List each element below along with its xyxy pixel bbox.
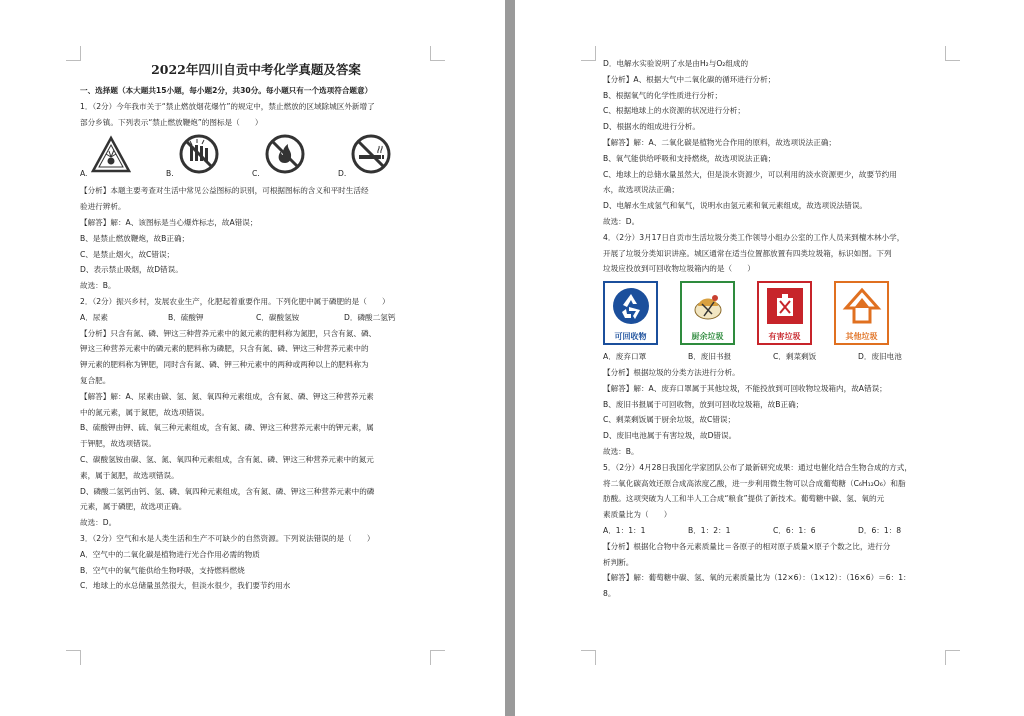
text-line: C、地球上的总储水量虽然大，但是淡水资源少，可以利用的淡水资源更少，故要节约用 xyxy=(603,169,897,179)
option: A．尿素 xyxy=(80,312,108,322)
text-line: B、废旧书报属于可回收物，放到可回收垃圾箱，故B正确； xyxy=(603,399,804,409)
text-line: C、根据地球上的水资源的状况进行分析； xyxy=(603,106,745,116)
text-line: 将二氧化碳高效还原合成高浓度乙酸，进一步利用微生物可以合成葡萄糖（C₆H₁₂O₆）和脂 xyxy=(603,478,906,488)
text-line: B、氧气能供给呼吸和支持燃烧，故选项说法正确； xyxy=(603,153,776,163)
crop-mark xyxy=(945,46,960,61)
text-line: 故选：D。 xyxy=(80,518,117,528)
text-line: 【解答】解：葡萄糖中碳、氢、氧的元素质量比为（12×6）：（1×12）：（16×6）＝6：1： xyxy=(603,573,911,583)
text-line: A．空气中的二氧化碳是植物进行光合作用必需的物质 xyxy=(80,549,260,559)
text-line: D、电解水生成氢气和氧气，说明水由氢元素和氧元素组成，故选项说法错误。 xyxy=(603,201,868,211)
text-line: 【解答】解：A、尿素由碳、氢、氮、氧四种元素组成，含有氮、磷、钾这三种营养元素 xyxy=(80,391,374,401)
text-line: 故选：B。 xyxy=(80,281,116,291)
option: D．废旧电池 xyxy=(858,352,902,362)
option: A．废弃口罩 xyxy=(603,352,647,362)
option-label: A. xyxy=(80,169,88,179)
warning-triangle-icon xyxy=(91,135,131,181)
option: B．硫酸钾 xyxy=(168,312,204,322)
crop-mark xyxy=(66,46,81,61)
bin-label: 有害垃圾 xyxy=(768,331,801,341)
option: A．1：1：1 xyxy=(603,525,646,535)
no-fire-icon xyxy=(264,133,306,181)
food-waste-icon xyxy=(688,286,728,332)
crop-mark xyxy=(430,650,445,665)
text-line: 【解答】解：A、该图标是当心爆炸标志，故A错误； xyxy=(80,217,258,227)
text-line: B、根据氧气的化学性质进行分析； xyxy=(603,90,723,100)
document-title: 2022年四川自贡中考化学真题及答案 xyxy=(151,62,361,77)
text-line: 中的氮元素，属于氮肥，故选项错误。 xyxy=(80,407,210,417)
text-line: 4．（2分）3月17日自贡市生活垃圾分类工作领导小组办公室的工作人员来到檀木林小学， xyxy=(603,232,905,242)
text-line: C．地球上的水总储量虽然很大，但淡水很少，我们要节约用水 xyxy=(80,581,291,591)
option: C．6：1：6 xyxy=(773,525,816,535)
text-line: 肪酸。这项突破为人工和半人工合成“粮食”提供了新技术。葡萄糖中碳、氢、氧的元 xyxy=(603,494,885,504)
option: B．废旧书报 xyxy=(688,352,732,362)
text-line: 【分析】根据化合物中各元素质量比＝各原子的相对原子质量×原子个数之比，进行分 xyxy=(603,541,891,551)
text-line: C、碳酸氢铵由碳、氢、氮、氧四种元素组成，含有氮、磷、钾这三种营养元素中的氮元 xyxy=(80,454,374,464)
text-line: 【分析】本题主要考查对生活中常见公益图标的识别，可根据图标的含义和平时生活经 xyxy=(80,186,369,196)
text-line: 8。 xyxy=(603,589,616,599)
option: D．磷酸二氢钙 xyxy=(344,312,396,322)
text-line: 【解答】解：A、废弃口罩属于其他垃圾，不能投放到可回收物垃圾箱内，故A错误； xyxy=(603,383,887,393)
text-line: 1．（2分）今年我市关于“禁止燃放烟花爆竹”的规定中，禁止燃放的区域除城区外新增了 xyxy=(80,101,375,111)
crop-mark xyxy=(945,650,960,665)
text-line: 钾这三种营养元素中的磷元素的肥料称为磷肥，只含有氮、磷、钾这三种营养元素中的 xyxy=(80,344,369,354)
section-header: 一、选择题（本大题共15小题，每小题2分，共30分。每小题只有一个选项符合题意） xyxy=(80,86,373,95)
text-line: 【解答】解：A、二氧化碳是植物光合作用的原料，故选项说法正确； xyxy=(603,137,837,147)
text-line: 3．（2分）空气和水是人类生活和生产不可缺少的自然资源。下列说法错误的是（ ） xyxy=(80,533,375,543)
text-line: 垃圾应投放到可回收物垃圾箱内的是（ ） xyxy=(603,264,755,274)
text-line: 析判断。 xyxy=(603,557,634,567)
q1-option-a xyxy=(80,135,166,181)
text-line: C、是禁止烟火，故C错误； xyxy=(80,249,175,259)
q1-icon-options xyxy=(80,132,432,180)
document-page-1 xyxy=(0,0,505,716)
text-line: 复合肥。 xyxy=(80,375,111,385)
q2-options xyxy=(80,310,432,326)
text-line: 故选：B。 xyxy=(603,446,639,456)
recyclable-bin-sign xyxy=(603,281,658,345)
hazardous-icon xyxy=(765,286,805,332)
text-line: D、废旧电池属于有害垃圾，故D错误。 xyxy=(603,431,737,441)
q1-option-d xyxy=(338,133,424,181)
text-line: 故选：D。 xyxy=(603,216,640,226)
text-line: 水，故选项说法正确； xyxy=(603,185,679,195)
text-line: 验进行辨析。 xyxy=(80,202,126,212)
option: B．1：2：1 xyxy=(688,525,731,535)
text-line: 素质量比为（ ） xyxy=(603,510,672,520)
text-line: 素，属于氮肥，故选项错误。 xyxy=(80,470,179,480)
option: C．碳酸氢铵 xyxy=(256,312,300,322)
option: C．剩菜剩饭 xyxy=(773,352,817,362)
crop-mark xyxy=(581,46,596,61)
text-line: 元素，属于磷肥，故选项正确。 xyxy=(80,502,187,512)
other-waste-icon xyxy=(842,286,882,332)
text-line: D、磷酸二氢钙由钙、氢、磷、氧四种元素组成，含有氮、磷、钾这三种营养元素中的磷 xyxy=(80,486,375,496)
no-fireworks-icon xyxy=(178,133,220,181)
text-line: 钾元素的肥料称为钾肥，同时含有氮、磷、钾三种元素中的两种或两种以上的肥料称为 xyxy=(80,360,369,370)
food-waste-bin-sign xyxy=(680,281,735,345)
text-line: 于钾肥，故选项错误。 xyxy=(80,439,156,449)
q1-option-c xyxy=(252,133,338,181)
bin-label: 可回收物 xyxy=(614,331,647,341)
text-line: 部分乡镇。下列表示“禁止燃放鞭炮”的图标是（ ） xyxy=(80,117,263,127)
option-label: B. xyxy=(166,169,174,179)
text-line: 2．（2分）振兴乡村，发展农业生产，化肥起着重要作用。下列化肥中属于磷肥的是（ ） xyxy=(80,296,390,306)
text-line: 【分析】A、根据大气中二氧化碳的循环进行分析； xyxy=(603,74,776,84)
text-line: D．电解水实验说明了水是由H₂与O₂组成的 xyxy=(603,59,749,68)
other-waste-bin-sign xyxy=(834,281,889,345)
text-line: 5．（2分）4月28日我国化学家团队公布了最新研究成果：通过电催化结合生物合成的方式， xyxy=(603,462,912,472)
text-line: 【分析】根据垃圾的分类方法进行分析。 xyxy=(603,367,740,377)
text-line: D、表示禁止吸烟，故D错误。 xyxy=(80,265,183,275)
q1-option-b xyxy=(166,133,252,181)
page-1-content xyxy=(80,60,432,594)
page-2-content xyxy=(603,56,943,602)
option-label: D. xyxy=(338,169,347,179)
q4-options xyxy=(603,349,943,365)
text-line: 开展了垃圾分类知识讲座。城区通常在适当位置都放置有四类垃圾箱，标识如图。下列 xyxy=(603,248,892,258)
garbage-bin-signs xyxy=(603,281,943,345)
option-label: C. xyxy=(252,169,260,179)
crop-mark xyxy=(581,650,596,665)
crop-mark xyxy=(66,650,81,665)
text-line: B、硫酸钾由钾、硫、氧三种元素组成，含有氮、磷、钾这三种营养元素中的钾元素，属 xyxy=(80,423,374,433)
crop-mark xyxy=(430,46,445,61)
text-line: D、根据水的组成进行分析。 xyxy=(603,122,700,132)
option: D．6：1：8 xyxy=(858,525,902,535)
text-line: C、剩菜剩饭属于厨余垃圾，故C错误； xyxy=(603,415,736,425)
no-smoking-icon xyxy=(350,133,392,181)
document-page-2 xyxy=(515,0,1024,716)
text-line: 【分析】只含有氮、磷、钾这三种营养元素中的氮元素的肥料称为氮肥，只含有氮、磷、 xyxy=(80,328,377,338)
hazardous-bin-sign xyxy=(757,281,812,345)
bin-label: 厨余垃圾 xyxy=(691,331,724,341)
recycle-icon xyxy=(611,286,651,332)
q5-options xyxy=(603,523,943,539)
text-line: B．空气中的氧气能供给生物呼吸，支持燃料燃烧 xyxy=(80,565,245,575)
text-line: B、是禁止燃放鞭炮，故B正确； xyxy=(80,233,190,243)
bin-label: 其他垃圾 xyxy=(845,331,878,341)
